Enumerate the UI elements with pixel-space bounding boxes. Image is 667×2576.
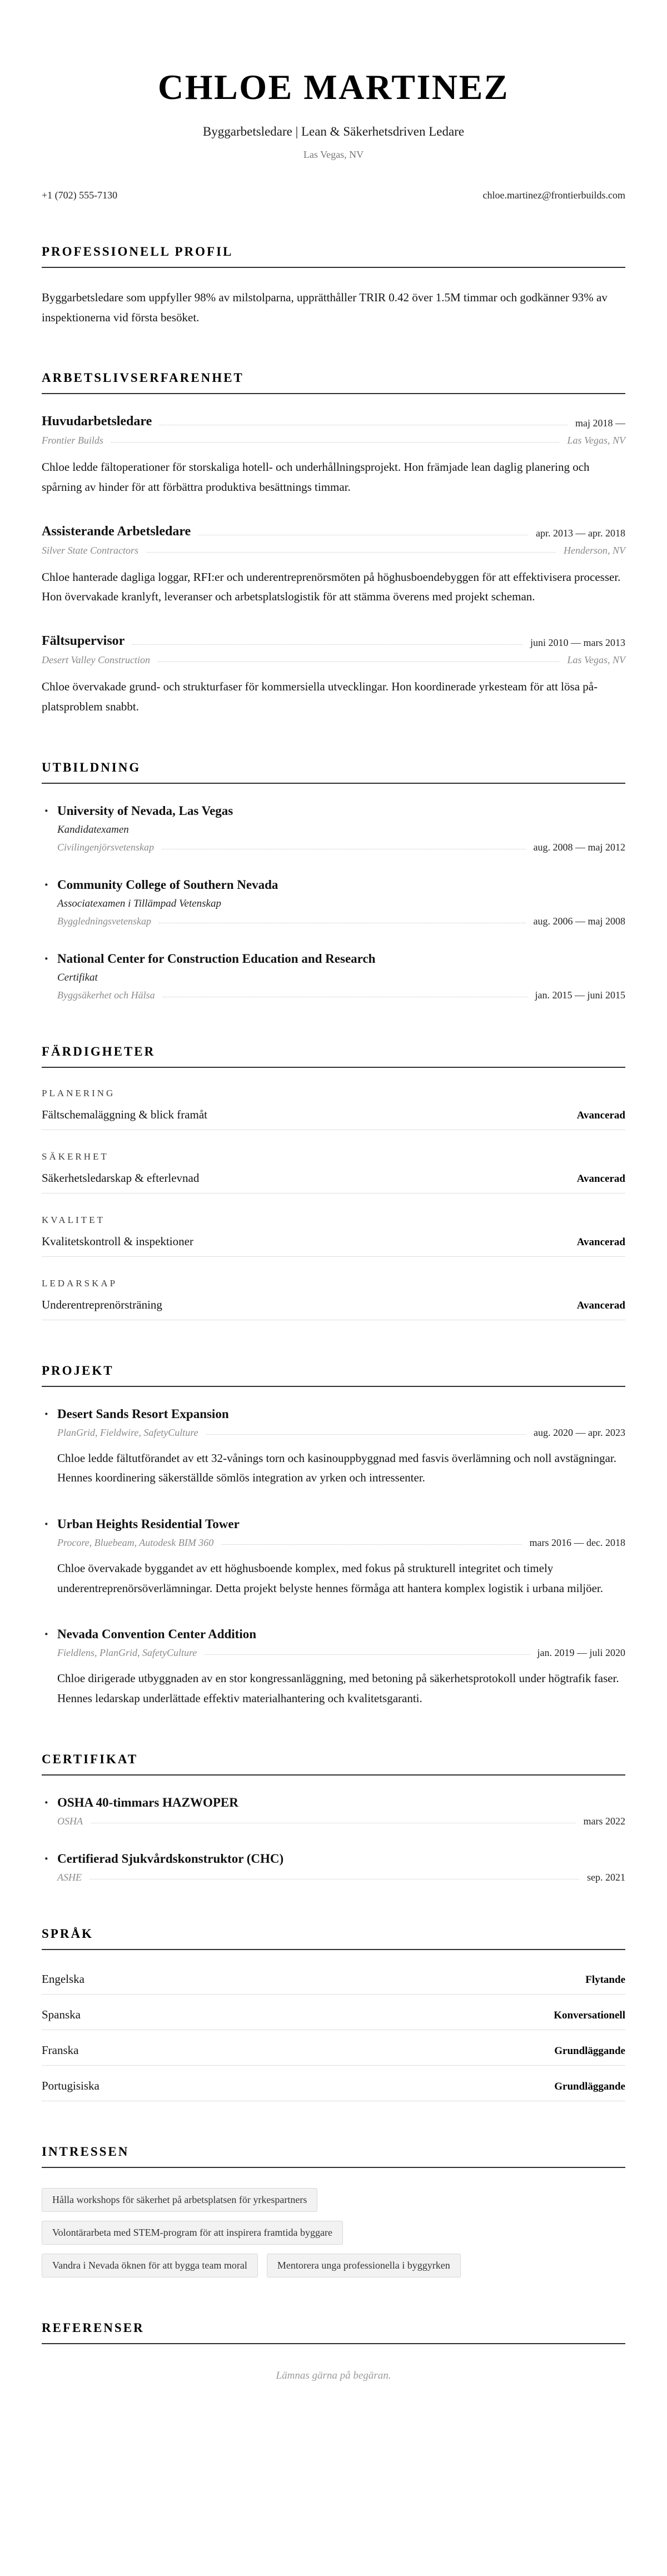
- skill-name: Kvalitetskontroll & inspektioner: [42, 1234, 193, 1248]
- resume-header: [42, 67, 625, 201]
- job-company: Desert Valley Construction: [42, 654, 150, 666]
- language-row: [42, 2077, 625, 2101]
- section-heading-skills: FÄRDIGHETER: [42, 1045, 625, 1068]
- bullet-icon: ·: [44, 950, 49, 967]
- candidate-title: Byggarbetsledare | Lean & Säkerhetsdriven Ledare: [202, 125, 465, 138]
- certificate-entry: [42, 1796, 625, 1827]
- section-references: [42, 2321, 625, 2382]
- skill-row: [42, 1108, 625, 1130]
- language-name: Portugisiska: [42, 2078, 99, 2092]
- education-dates: jan. 2015 — juni 2015: [535, 989, 625, 1001]
- project-tools: PlanGrid, Fieldwire, SafetyCulture: [57, 1426, 198, 1438]
- skill-name: Säkerhetsledarskap & efterlevnad: [42, 1171, 200, 1185]
- project-description: Chloe dirigerade utbyggnaden av en stor kongressanläggning, med betoning på säkerhetsprotokoll under högtrafik faser. Hennes ledarskap underlättade effektiv materialhantering och kvalitetsgaranti.: [57, 1672, 619, 1705]
- job-title-row: [42, 414, 625, 429]
- language-row: [42, 2041, 625, 2066]
- skill-name: Fältschemaläggning & blick framåt: [42, 1107, 207, 1121]
- section-heading-experience: ARBETSLIVSERFARENHET: [42, 371, 625, 394]
- certificate-name: Certifierad Sjukvårdskonstruktor (CHC): [57, 1851, 284, 1866]
- section-interests: [42, 2145, 625, 2277]
- section-skills: [42, 1045, 625, 1320]
- skill-level: Avancerad: [576, 1299, 625, 1311]
- school-name: National Center for Construction Education and Research: [57, 951, 376, 966]
- certificate-issuer-row: [57, 1872, 625, 1883]
- language-name: Spanska: [42, 2007, 81, 2021]
- field-of-study: Byggsäkerhet och Hälsa: [57, 989, 155, 1001]
- project-dates: jan. 2019 — juli 2020: [537, 1647, 625, 1659]
- project-tools-row: [57, 1537, 625, 1549]
- dotted-leader: [221, 1544, 521, 1545]
- language-level: Konversationell: [554, 2009, 625, 2021]
- job-location: Henderson, NV: [564, 544, 625, 556]
- job-company: Silver State Contractors: [42, 544, 138, 556]
- bullet-icon: ·: [44, 1405, 49, 1422]
- section-projects: [42, 1364, 625, 1709]
- contact-row: [42, 190, 625, 201]
- skill-group: [42, 1278, 625, 1320]
- bullet-icon: ·: [44, 876, 49, 893]
- job-dates: apr. 2013 — apr. 2018: [536, 527, 625, 539]
- language-level: Grundläggande: [554, 2045, 625, 2057]
- email-address: chloe.martinez@frontierbuilds.com: [482, 190, 625, 201]
- bullet-icon: ·: [44, 1626, 49, 1643]
- interest-tag: Volontärarbeta med STEM-program för att inspirera framtida byggare: [42, 2221, 343, 2245]
- interest-row: [42, 2221, 625, 2245]
- job-title: Fältsupervisor: [42, 634, 125, 649]
- project-name: Desert Sands Resort Expansion: [57, 1406, 229, 1421]
- section-heading-profile: PROFESSIONELL PROFIL: [42, 245, 625, 268]
- bullet-icon: ·: [44, 1850, 49, 1867]
- skill-row: [42, 1235, 625, 1257]
- project-tools-row: [57, 1647, 625, 1659]
- job-title-row: [42, 524, 625, 539]
- project-description: Chloe ledde fältutförandet av ett 32-vånings torn och kasinouppbyggnad med fasvis överlämning och noll avstägningar. Hennes koordinering säkerställde sömlös integration av yrken och intressenter.: [57, 1451, 617, 1485]
- skill-group: [42, 1151, 625, 1193]
- field-of-study: Civilingenjörsvetenskap: [57, 841, 154, 853]
- interest-tag: Hålla workshops för säkerhet på arbetsplatsen för yrkespartners: [42, 2188, 317, 2212]
- job-title-row: [42, 634, 625, 649]
- education-entry: [42, 878, 625, 927]
- job-dates: maj 2018 —: [575, 417, 625, 429]
- skill-level: Avancerad: [576, 1236, 625, 1248]
- education-dates: aug. 2008 — maj 2012: [533, 841, 625, 853]
- project-entry: [42, 1407, 625, 1488]
- language-row: [42, 1970, 625, 1995]
- job-location: Las Vegas, NV: [567, 654, 625, 666]
- profile-text: Byggarbetsledare som uppfyller 98% av milstolparna, upprätthåller TRIR 0.42 över 1.5M timmar och godkänner 93% av inspektionerna vid första besöket.: [42, 291, 608, 324]
- project-name: Urban Heights Residential Tower: [57, 1516, 240, 1531]
- section-education: [42, 760, 625, 1001]
- job-dates: juni 2010 — mars 2013: [530, 637, 625, 649]
- skill-category: SÄKERHET: [42, 1151, 109, 1162]
- skill-name: Underentreprenörsträning: [42, 1297, 162, 1311]
- project-dates: aug. 2020 — apr. 2023: [534, 1426, 625, 1438]
- section-heading-references: REFERENSER: [42, 2321, 625, 2344]
- skill-category: KVALITET: [42, 1214, 105, 1225]
- education-dates: aug. 2006 — maj 2008: [533, 915, 625, 927]
- project-tools-row: [57, 1427, 625, 1439]
- language-name: Engelska: [42, 1972, 84, 1986]
- degree: Certifikat: [57, 971, 98, 983]
- interest-tag: Mentorera unga professionella i byggyrken: [267, 2254, 461, 2277]
- field-row: [57, 989, 625, 1001]
- phone-number: +1 (702) 555-7130: [42, 190, 118, 201]
- job-description: Chloe ledde fältoperationer för storskaliga hotell- och underhållningsprojekt. Hon främjade lean daglig planering och spårning av hinder för att förbättra produktiva besättnings timmar.: [42, 460, 590, 494]
- project-name: Nevada Convention Center Addition: [57, 1627, 257, 1642]
- section-certificates: [42, 1752, 625, 1883]
- job-company-row: [42, 545, 625, 556]
- section-heading-education: UTBILDNING: [42, 760, 625, 784]
- school-name: Community College of Southern Nevada: [57, 877, 278, 892]
- certificate-issuer: OSHA: [57, 1815, 83, 1827]
- job-entry: [42, 634, 625, 717]
- project-dates: mars 2016 — dec. 2018: [529, 1536, 625, 1548]
- bullet-icon: ·: [44, 1515, 49, 1532]
- field-row: [57, 916, 625, 927]
- candidate-name: CHLOE MARTINEZ: [158, 67, 509, 107]
- skill-row: [42, 1298, 625, 1320]
- certificate-name: OSHA 40-timmars HAZWOPER: [57, 1795, 238, 1809]
- field-row: [57, 842, 625, 853]
- bullet-icon: ·: [44, 802, 49, 819]
- dotted-leader: [206, 1434, 526, 1435]
- dotted-leader: [146, 552, 556, 553]
- section-heading-certificates: CERTIFIKAT: [42, 1752, 625, 1776]
- field-of-study: Byggledningsvetenskap: [57, 915, 151, 927]
- job-company-row: [42, 435, 625, 446]
- skill-category: LEDARSKAP: [42, 1277, 118, 1289]
- job-company: Frontier Builds: [42, 435, 103, 446]
- references-note: Lämnas gärna på begäran.: [276, 2369, 391, 2381]
- job-entry: [42, 524, 625, 607]
- skill-group: [42, 1088, 625, 1130]
- job-title: Assisterande Arbetsledare: [42, 524, 191, 539]
- section-experience: [42, 371, 625, 717]
- job-location: Las Vegas, NV: [567, 435, 625, 446]
- job-company-row: [42, 654, 625, 666]
- section-languages: [42, 1927, 625, 2101]
- candidate-location: Las Vegas, NV: [303, 149, 364, 160]
- language-row: [42, 2006, 625, 2030]
- project-entry: [42, 1627, 625, 1708]
- job-entry: [42, 414, 625, 497]
- section-heading-languages: SPRÅK: [42, 1927, 625, 1950]
- project-entry: [42, 1517, 625, 1598]
- job-description: Chloe övervakade grund- och strukturfaser för kommersiella utvecklingar. Hon koordinerade yrkesteam för att lösa på-platsproblem snabbt.: [42, 680, 598, 713]
- degree: Associatexamen i Tillämpad Vetenskap: [57, 897, 221, 909]
- language-name: Franska: [42, 2043, 79, 2057]
- certificate-entry: [42, 1852, 625, 1883]
- job-title: Huvudarbetsledare: [42, 414, 152, 429]
- project-tools: Procore, Bluebeam, Autodesk BIM 360: [57, 1536, 214, 1548]
- degree: Kandidatexamen: [57, 823, 129, 836]
- language-level: Flytande: [585, 1973, 625, 1986]
- skill-category: PLANERING: [42, 1087, 116, 1098]
- project-tools: Fieldlens, PlanGrid, SafetyCulture: [57, 1647, 197, 1659]
- project-description: Chloe övervakade byggandet av ett höghusboende komplex, med fokus på strukturell integritet och timely underentreprenörsöverlämningar. Detta projekt belyste hennes förmåga att hantera komplex logistik i urbana miljöer.: [57, 1561, 604, 1595]
- certificate-dates: mars 2022: [583, 1815, 625, 1827]
- interest-row: [42, 2254, 625, 2277]
- section-heading-projects: PROJEKT: [42, 1364, 625, 1387]
- interest-row: [42, 2188, 625, 2212]
- dotted-leader: [205, 1654, 529, 1655]
- skill-row: [42, 1171, 625, 1193]
- certificate-issuer: ASHE: [57, 1871, 82, 1883]
- interest-tag: Vandra i Nevada öknen för att bygga team moral: [42, 2254, 258, 2277]
- skill-level: Avancerad: [576, 1172, 625, 1185]
- certificate-dates: sep. 2021: [587, 1871, 625, 1883]
- bullet-icon: ·: [44, 1794, 49, 1811]
- education-entry: [42, 804, 625, 853]
- section-profile: [42, 245, 625, 327]
- education-entry: [42, 952, 625, 1001]
- skill-level: Avancerad: [576, 1109, 625, 1121]
- section-heading-interests: INTRESSEN: [42, 2145, 625, 2168]
- dotted-leader: [132, 644, 522, 645]
- language-level: Grundläggande: [554, 2080, 625, 2092]
- skill-group: [42, 1215, 625, 1257]
- school-name: University of Nevada, Las Vegas: [57, 803, 233, 818]
- job-description: Chloe hanterade dagliga loggar, RFI:er och underentreprenörsmöten på höghusboendebyggen för att effektivisera processer. Hon övervakade kranlyft, leveranser och arbetsplatslogistik för att stämma överens med projekt scheman.: [42, 570, 621, 604]
- certificate-issuer-row: [57, 1816, 625, 1827]
